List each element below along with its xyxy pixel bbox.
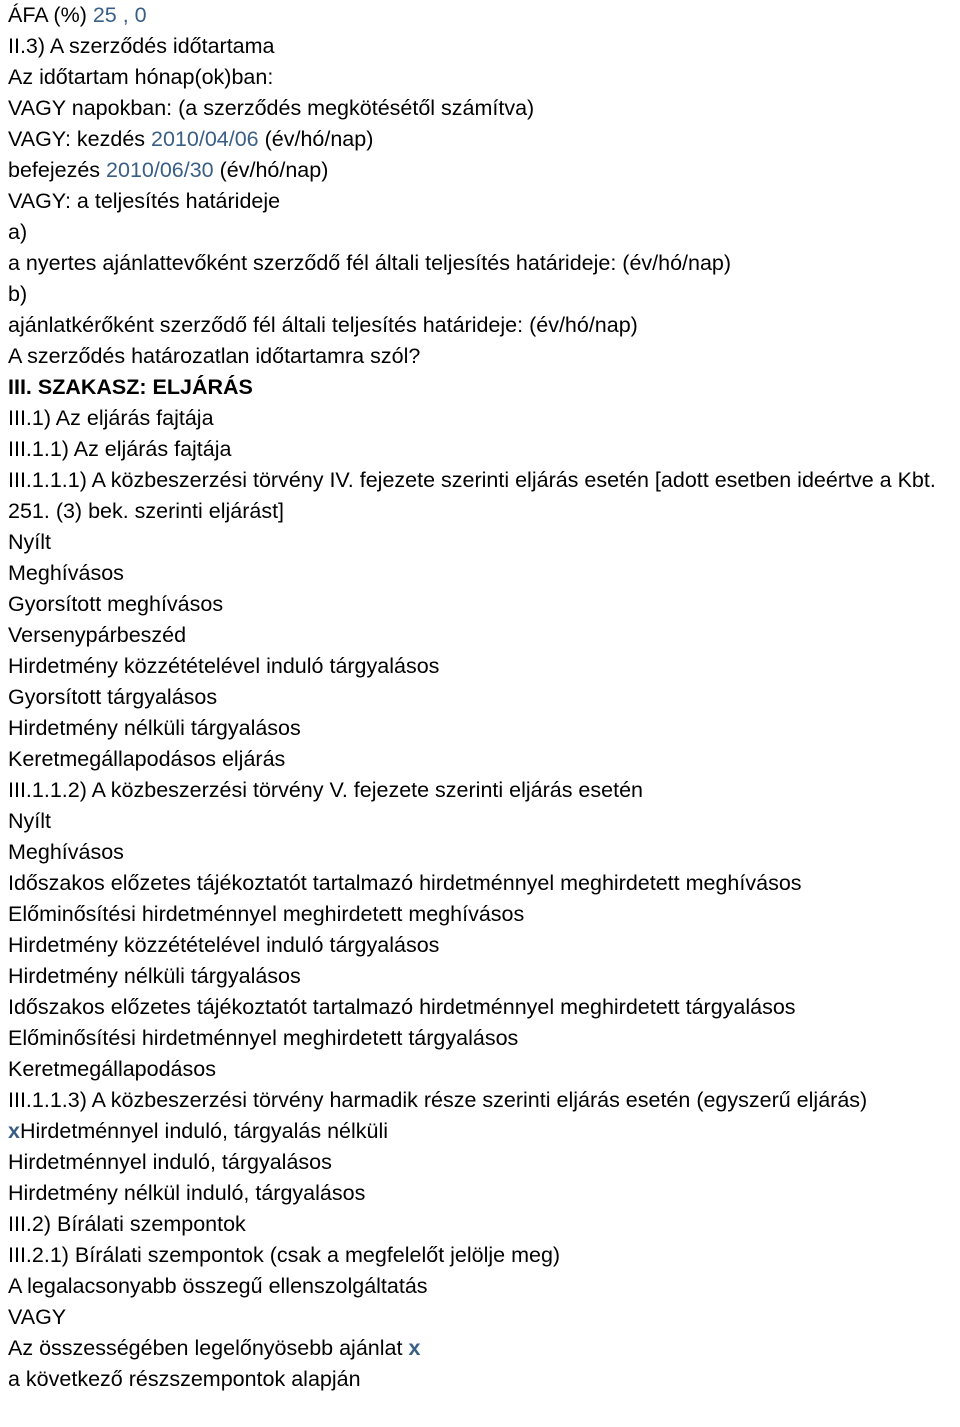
section-3-1-1-1: III.1.1.1) A közbeszerzési törvény IV. fejezete szerinti eljárás esetén [adott esetben ideértve a Kbt. 251. (3) bek. szerinti eljárást] (8, 468, 936, 523)
list-item: Nyílt (8, 530, 51, 554)
list-item: Gyorsított meghívásos (8, 592, 224, 616)
section-3-1-1-2: III.1.1.2) A közbeszerzési törvény V. fejezete szerinti eljárás esetén (8, 778, 643, 802)
criterion-following: a következő részszempontok alapján (8, 1367, 361, 1391)
list-item: Meghívásos (8, 561, 124, 585)
list-item: Versenypárbeszéd (8, 623, 187, 647)
criterion-best (8, 1333, 958, 1364)
section-3-1: III.1) Az eljárás fajtája (8, 406, 214, 430)
duration-end (8, 155, 958, 186)
list-item: Időszakos előzetes tájékoztatót tartalmazó hirdetménnyel meghirdetett tárgyalásos (8, 995, 796, 1019)
start-label: VAGY: kezdés (8, 127, 146, 151)
list-item: Keretmegállapodásos (8, 1057, 216, 1081)
afa-line (8, 0, 958, 31)
simple-checked-item (8, 1116, 958, 1147)
duration-months: Az időtartam hónap(ok)ban: (8, 65, 274, 89)
duration-b-label: b) (8, 282, 28, 306)
document-body (8, 0, 958, 1395)
list-item: Előminősítési hirdetménnyel meghirdetett tárgyalásos (8, 1026, 519, 1050)
criterion-or: VAGY (8, 1305, 67, 1329)
section-heading: III. SZAKASZ: ELJÁRÁS (8, 375, 253, 399)
criterion-best-label: Az összességében legelőnyösebb ajánlat (8, 1336, 403, 1360)
simple-checked-label: Hirdetménnyel induló, tárgyalás nélküli (19, 1119, 389, 1143)
section-3-1-1-3: III.1.1.3) A közbeszerzési törvény harmadik része szerinti eljárás esetén (egyszerű eljárás) (8, 1088, 868, 1112)
end-suffix: (év/hó/nap) (219, 158, 329, 182)
list-item: Gyorsított tárgyalásos (8, 685, 218, 709)
start-value: 2010/04/06 (151, 127, 259, 151)
list-item: Hirdetmény nélkül induló, tárgyalásos (8, 1181, 366, 1205)
section-3-1-1: III.1.1) Az eljárás fajtája (8, 437, 232, 461)
afa-value: 25 , 0 (92, 3, 147, 27)
list-item: Keretmegállapodásos eljárás (8, 747, 286, 771)
criterion-lowest: A legalacsonyabb összegű ellenszolgáltatás (8, 1274, 428, 1298)
duration-indefinite: A szerződés határozatlan időtartamra szól? (8, 344, 421, 368)
duration-a-label: a) (8, 220, 28, 244)
list-item: Hirdetmény nélküli tárgyalásos (8, 964, 301, 988)
list-item: Nyílt (8, 809, 51, 833)
afa-label: ÁFA (%) (8, 3, 87, 27)
duration-title: II.3) A szerződés időtartama (8, 34, 275, 58)
list-item: Hirdetmény közzétételével induló tárgyalásos (8, 933, 440, 957)
section-3-2: III.2) Bírálati szempontok (8, 1212, 246, 1236)
duration-days: VAGY napokban: (a szerződés megkötésétől számítva) (8, 96, 535, 120)
list-item: Előminősítési hirdetménnyel meghirdetett meghívásos (8, 902, 525, 926)
check-mark: x (408, 1336, 421, 1360)
list-item: Meghívásos (8, 840, 124, 864)
duration-deadline: VAGY: a teljesítés határideje (8, 189, 281, 213)
end-label: befejezés (8, 158, 101, 182)
list-item: Időszakos előzetes tájékoztatót tartalmazó hirdetménnyel meghirdetett meghívásos (8, 871, 802, 895)
start-suffix: (év/hó/nap) (264, 127, 374, 151)
list-item: Hirdetmény közzétételével induló tárgyalásos (8, 654, 440, 678)
duration-b-text: ajánlatkérőként szerződő fél általi teljesítés határideje: (év/hó/nap) (8, 313, 638, 337)
check-mark: x (8, 1119, 20, 1143)
duration-start (8, 124, 958, 155)
list-item: Hirdetménnyel induló, tárgyalásos (8, 1150, 332, 1174)
end-value: 2010/06/30 (106, 158, 214, 182)
procedure-list-v (8, 806, 958, 1085)
duration-a-text: a nyertes ajánlattevőként szerződő fél általi teljesítés határideje: (év/hó/nap) (8, 251, 732, 275)
procedure-list-iv (8, 527, 958, 775)
section-3-2-1: III.2.1) Bírálati szempontok (csak a megfelelőt jelölje meg) (8, 1243, 561, 1267)
list-item: Hirdetmény nélküli tárgyalásos (8, 716, 301, 740)
